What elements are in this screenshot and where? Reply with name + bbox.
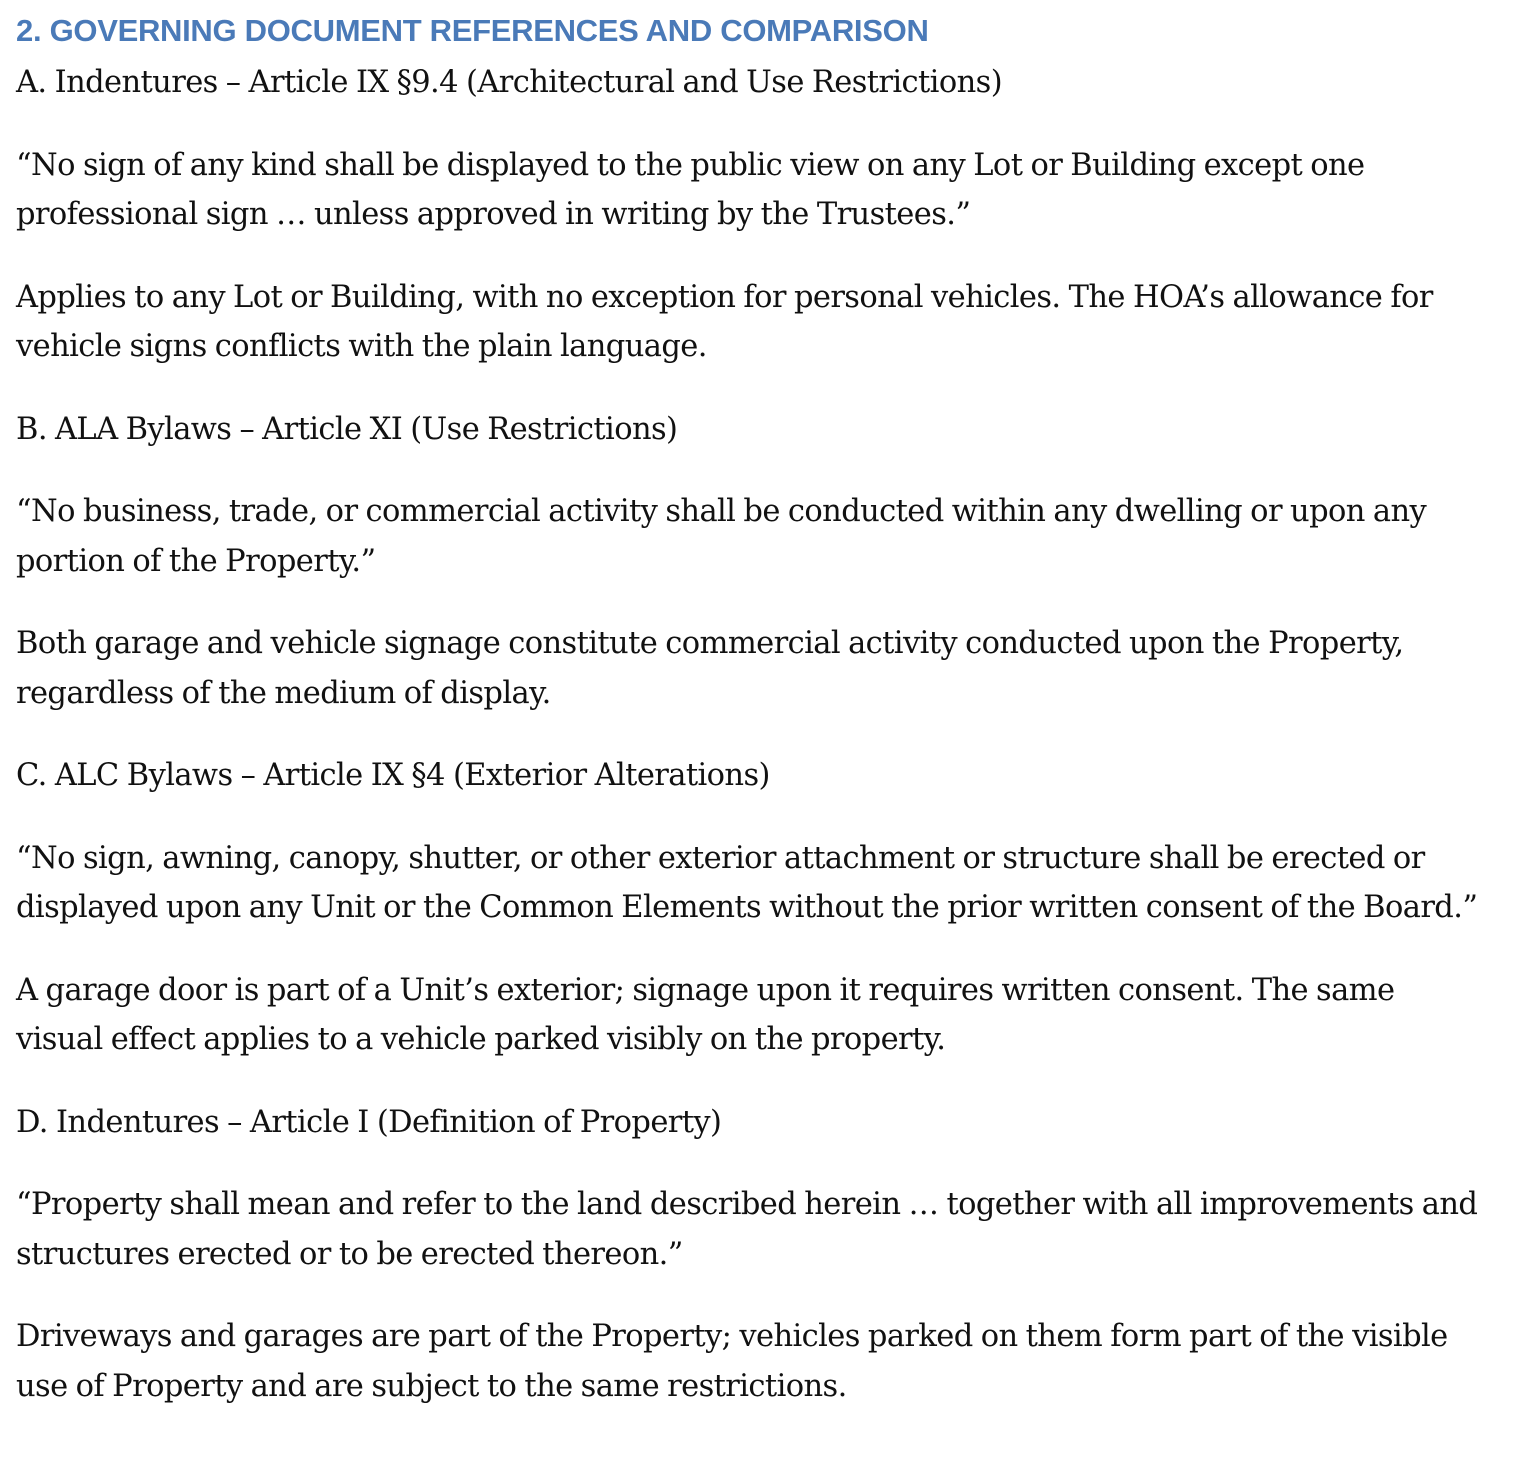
quote-c: “No sign, awning, canopy, shutter, or other exterior attachment or structure shall be erected or displayed upon any Unit or the Common Elements without the prior written consent of the Board.”	[16, 840, 1478, 925]
quote-b: “No business, trade, or commercial activity shall be conducted within any dwelling or upon any portion of the Property.”	[16, 494, 1427, 579]
quote-a: “No sign of any kind shall be displayed to the public view on any Lot or Building except one professional sign … unless approved in writing by the Trustees.”	[16, 147, 1365, 232]
subsection-title-b: B. ALA Bylaws – Article XI (Use Restrictions)	[16, 411, 678, 447]
commentary-a: Applies to any Lot or Building, with no exception for personal vehicles. The HOA’s allowance for vehicle signs conflicts with the plain language.	[16, 279, 1433, 364]
commentary-c: A garage door is part of a Unit’s exterior; signage upon it requires written consent. The same visual effect applies to a vehicle parked visibly on the property.	[16, 972, 1395, 1057]
document-page	[16, 10, 1486, 1444]
quote-d: “Property shall mean and refer to the land described herein … together with all improvements and structures erected or to be erected thereon.”	[16, 1187, 1478, 1272]
subsection-title-d: D. Indentures – Article I (Definition of Property)	[16, 1104, 722, 1140]
commentary-d: Driveways and garages are part of the Property; vehicles parked on them form part of the visible use of Property and are subject to the same restrictions.	[16, 1319, 1448, 1404]
subsection-title-c: C. ALC Bylaws – Article IX §4 (Exterior Alterations)	[16, 758, 770, 793]
commentary-b: Both garage and vehicle signage constitute commercial activity conducted upon the Property, regardless of the medium of display.	[16, 626, 1404, 711]
subsection-title-a: A. Indentures – Article IX §9.4 (Architectural and Use Restrictions)	[16, 65, 1002, 100]
section-heading: 2. GOVERNING DOCUMENT REFERENCES AND COMPARISON	[16, 13, 929, 48]
